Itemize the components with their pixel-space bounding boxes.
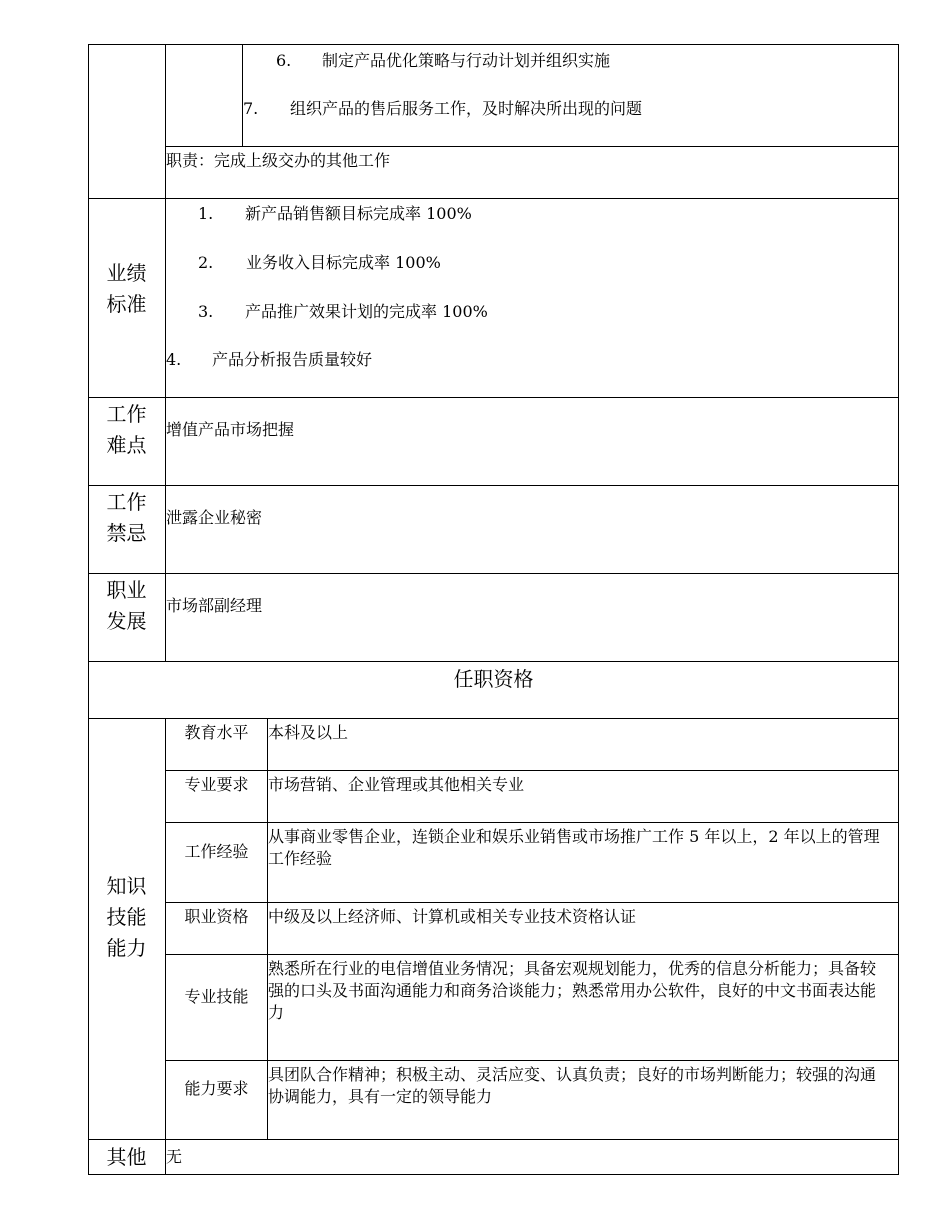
label-line: 工作 — [106, 402, 147, 426]
taboo-label — [88, 487, 165, 549]
knowledge-row-value: 熟悉所在行业的电信增值业务情况；具备宏观规划能力，优秀的信息分析能力；具备较强的口头及书面沟通能力和商务洽谈能力；熟悉常用办公软件，良好的中文书面表达能力 — [268, 959, 877, 1022]
label-line: 业绩 — [106, 261, 147, 285]
label-line: 能力 — [106, 936, 147, 960]
table-border-right — [898, 44, 899, 1175]
label-line: 发展 — [106, 609, 147, 633]
row-divider — [88, 573, 899, 574]
performance-item-number: 2. — [198, 253, 214, 272]
performance-item-text: 业务收入目标完成率 100% — [246, 253, 441, 272]
knowledge-row-value: 具团队合作精神；积极主动、灵活应变、认真负责；良好的市场判断能力；较强的沟通协调能力，具有一定的领导能力 — [268, 1065, 877, 1106]
label-line: 难点 — [106, 433, 147, 457]
qualification-title: 任职资格 — [453, 667, 534, 691]
knowledge-row-divider — [165, 1060, 899, 1061]
performance-item-number: 3. — [198, 302, 214, 321]
knowledge-row-divider — [165, 902, 899, 903]
duty-item-text: 组织产品的售后服务工作，及时解决所出现的问题 — [290, 99, 643, 118]
row-divider — [88, 198, 899, 199]
duty-item-text: 制定产品优化策略与行动计划并组织实施 — [322, 51, 611, 70]
label-line: 知识 — [106, 874, 147, 898]
row-divider — [88, 397, 899, 398]
career-text: 市场部副经理 — [166, 596, 263, 615]
duty-item-number: 7. — [243, 99, 259, 118]
performance-item-text: 产品推广效果计划的完成率 100% — [245, 302, 488, 321]
duty-item-7 — [243, 99, 642, 119]
knowledge-row-name: 专业技能 — [184, 987, 249, 1006]
row-divider — [88, 1139, 899, 1140]
duty-item-6 — [276, 51, 610, 71]
knowledge-row-divider — [165, 822, 899, 823]
knowledge-row-name: 专业要求 — [184, 775, 249, 794]
performance-item-3 — [198, 302, 488, 322]
performance-item-2 — [198, 253, 441, 273]
knowledge-row-name: 教育水平 — [184, 723, 249, 742]
difficulty-label — [88, 399, 165, 461]
knowledge-row-value: 市场营销、企业管理或其他相关专业 — [268, 775, 525, 794]
other-duty-text: 职责：完成上级交办的其他工作 — [166, 151, 391, 170]
row-divider — [88, 485, 899, 486]
taboo-text: 泄露企业秘密 — [166, 508, 263, 527]
knowledge-row-name: 职业资格 — [184, 907, 249, 926]
label-line: 禁忌 — [106, 521, 147, 545]
knowledge-row-divider — [165, 770, 899, 771]
performance-item-number: 4. — [166, 350, 182, 369]
table-border-top — [88, 44, 899, 45]
performance-item-4 — [166, 350, 372, 370]
duty-item-number: 6. — [276, 51, 292, 70]
other-text: 无 — [166, 1147, 183, 1166]
knowledge-label — [88, 871, 165, 964]
knowledge-row-value: 中级及以上经济师、计算机或相关专业技术资格认证 — [268, 907, 637, 926]
duty-row-divider — [165, 146, 899, 147]
label-line: 标准 — [106, 292, 147, 316]
performance-item-number: 1. — [198, 204, 214, 223]
label-line: 工作 — [106, 490, 147, 514]
knowledge-row-value: 本科及以上 — [268, 723, 349, 742]
performance-item-text: 产品分析报告质量较好 — [212, 350, 373, 369]
difficulty-text: 增值产品市场把握 — [166, 420, 295, 439]
knowledge-row-value: 从事商业零售企业，连锁企业和娱乐业销售或市场推广工作 5 年以上，2 年以上的管理工作经验 — [268, 827, 880, 868]
row-divider — [88, 718, 899, 719]
label-line: 职业 — [106, 578, 147, 602]
table-border-bottom — [88, 1174, 899, 1175]
knowledge-row-name: 能力要求 — [184, 1079, 249, 1098]
performance-label — [88, 258, 165, 320]
row-divider — [88, 661, 899, 662]
performance-item-1 — [198, 204, 472, 224]
label-line: 技能 — [106, 905, 147, 929]
duty-inner-divider — [242, 44, 243, 146]
knowledge-row-name: 工作经验 — [184, 842, 249, 861]
other-label: 其他 — [106, 1145, 147, 1169]
knowledge-row-divider — [165, 954, 899, 955]
performance-item-text: 新产品销售额目标完成率 100% — [245, 204, 472, 223]
career-label — [88, 575, 165, 637]
